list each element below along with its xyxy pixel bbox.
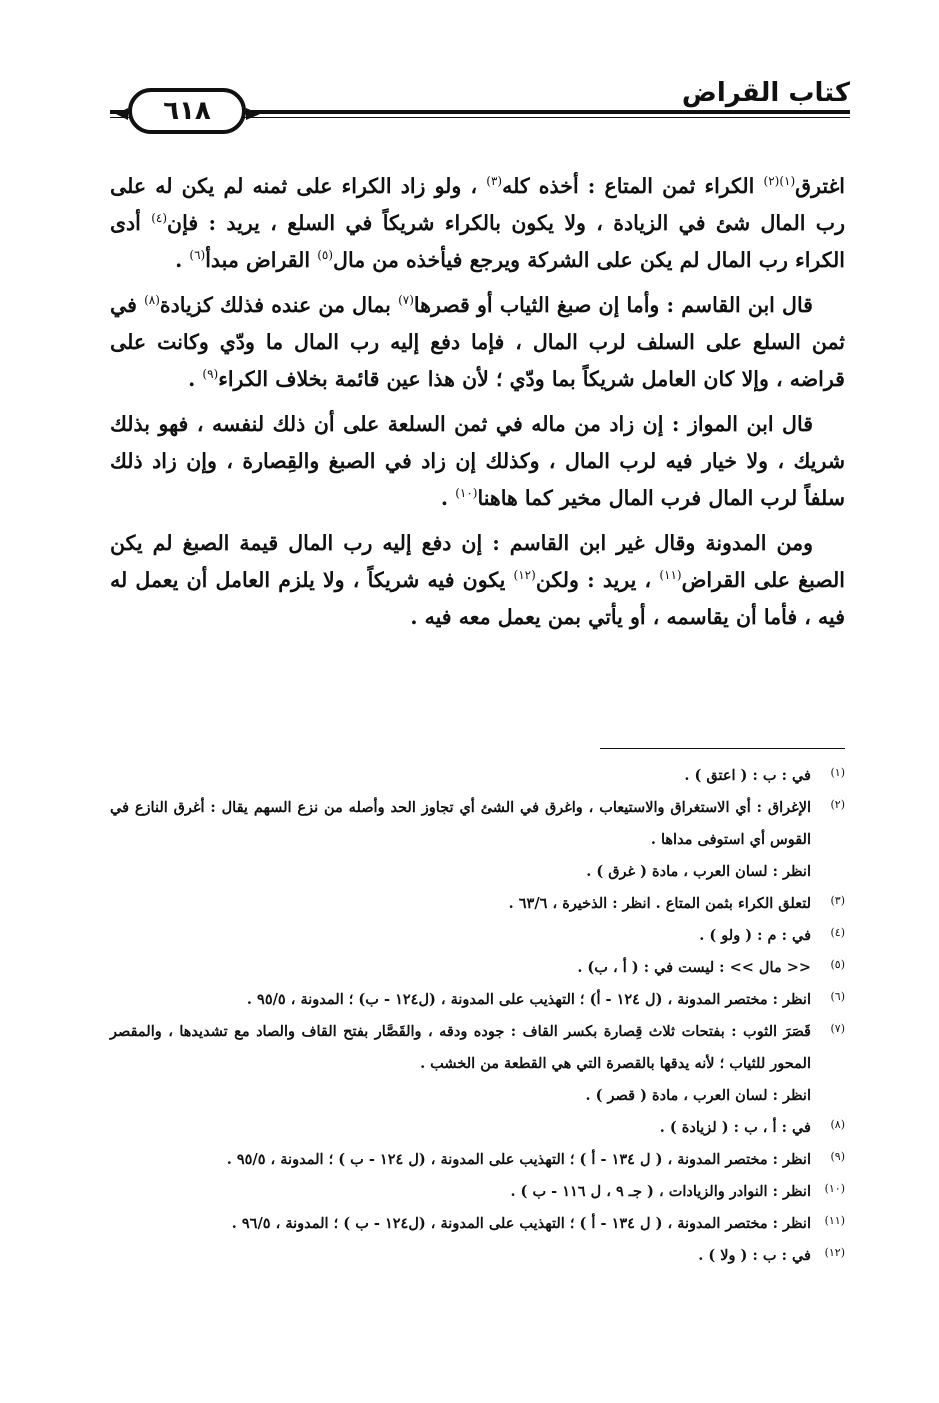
footnote-item bbox=[110, 920, 845, 952]
ornament-right-icon bbox=[246, 108, 260, 120]
footnote-item bbox=[110, 1208, 845, 1240]
footnote-number: (٤) bbox=[830, 926, 845, 939]
footnote-number: (٢) bbox=[830, 798, 845, 811]
footnote-text: في : م : ( ولو ) . bbox=[699, 927, 811, 944]
text-run: قال ابن القاسم : وأما إن صبغ الثياب أو قصرها bbox=[413, 293, 813, 317]
footnote-item bbox=[110, 1176, 845, 1208]
footnote-item bbox=[110, 984, 845, 1016]
footnote-item bbox=[110, 952, 845, 984]
text-run: ومن المدونة وقال غير ابن القاسم : إن دفع إليه رب المال قيمة الصبغ لم يكن الصبغ على القراض bbox=[110, 531, 845, 592]
text-run: في ثمن السلع على السلف لرب المال ، فإما دفع إليه رب المال ما ودّي وكانت على قراضه ، وإلا كان العامل شريكاً بما ودّي ؛ لأن هذا عين قائمة بخلاف الكراء bbox=[110, 293, 845, 391]
text-run: بمال من عنده فذلك كزيادة bbox=[159, 293, 399, 317]
ornament-left-icon bbox=[116, 108, 128, 120]
footnote-number: (٥) bbox=[830, 958, 845, 971]
paragraph-3 bbox=[110, 406, 845, 517]
text-run: . bbox=[188, 367, 203, 391]
text-run: الكراء ثمن المتاع : أخذه كله bbox=[502, 174, 764, 198]
paragraph-1 bbox=[110, 168, 845, 279]
footnote-text: انظر : مختصر المدونة ، ( ل ١٣٤ - أ ) ؛ التهذيب على المدونة ، (ل١٢٤ - ب ) ؛ المدونة ، ٩٦/٥ . bbox=[231, 1215, 811, 1232]
footnote-text: انظر : النوادر والزيادات ، ( جـ ٩ ، ل ١١٦ - ب ) . bbox=[510, 1183, 811, 1200]
footnote-ref: (٤) bbox=[151, 211, 168, 226]
footnote-ref: (٨) bbox=[144, 293, 160, 308]
footnote-text: << مال >> : ليست في : ( أ ، ب) . bbox=[577, 959, 811, 976]
footnote-ref: (٥) bbox=[317, 248, 334, 263]
footnote-item bbox=[110, 1144, 845, 1176]
footnote-ref: (٢) bbox=[763, 174, 780, 189]
footnote-number: (٣) bbox=[830, 894, 845, 907]
footnote-text: الإغراق : أي الاستغراق والاستيعاب ، واغرق في الشئ أي تجاوز الحد وأصله من نزع السهم يقال : أغرق النازع في القوس أي استوفى مداها . bbox=[110, 799, 811, 848]
footnote-item bbox=[110, 792, 845, 888]
footnote-text: انظر : لسان العرب ، مادة ( قصر ) . bbox=[585, 1087, 811, 1104]
footnote-text: لتعلق الكراء بثمن المتاع . انظر : الذخيرة ، ٦٣/٦ . bbox=[508, 895, 811, 912]
text-run: يكون فيه شريكاً ، ولا يلزم العامل أن يعمل له فيه ، فأما أن يقاسمه ، أو يأتي بمن يعمل معه فيه . bbox=[110, 568, 845, 629]
footnote-item bbox=[110, 1240, 845, 1272]
footnote-text: انظر : لسان العرب ، مادة ( غرق ) . bbox=[586, 863, 811, 880]
footnote-separator bbox=[600, 748, 845, 749]
footnote-number: (٧) bbox=[830, 1022, 845, 1035]
footnote-item bbox=[110, 888, 845, 920]
footnote-number: (٩) bbox=[830, 1150, 845, 1163]
footnote-item bbox=[110, 760, 845, 792]
footnotes bbox=[110, 760, 845, 1272]
footnote-ref: (٦) bbox=[189, 248, 206, 263]
paragraph-4 bbox=[110, 525, 845, 636]
footnote-ref: (٧) bbox=[398, 293, 414, 308]
footnote-number: (١٠) bbox=[824, 1182, 845, 1195]
footnote-number: (٦) bbox=[830, 990, 845, 1003]
book-title: كتاب القراض bbox=[672, 78, 850, 108]
page-number-frame bbox=[128, 88, 246, 134]
footnote-item bbox=[110, 1016, 845, 1112]
footnote-number: (١) bbox=[830, 766, 845, 779]
text-run: قال ابن المواز : إن زاد من ماله في ثمن السلعة على أن ذلك لنفسه ، فهو بذلك شريك ، ولا خيار فيه لرب المال ، وكذلك إن زاد في الصبغ والقِصارة ، وإن زاد ذلك سلفاً لرب المال فرب المال مخير كما هاهنا bbox=[110, 412, 845, 510]
footnote-text: في : أ ، ب : ( لزيادة ) . bbox=[659, 1119, 811, 1136]
main-text bbox=[110, 168, 845, 644]
text-run: ، يريد : ولكن bbox=[535, 568, 660, 592]
footnote-number: (١٢) bbox=[824, 1246, 845, 1259]
footnote-text: انظر : مختصر المدونة ، ( ل ١٣٤ - أ ) ؛ التهذيب على المدونة ، (ل ١٢٤ - ب ) ؛ المدونة ، ٩٥/٥ . bbox=[226, 1151, 811, 1168]
footnote-number: (٨) bbox=[830, 1118, 845, 1131]
footnote-text: قَصَرَ الثوب : بفتحات ثلاث قِصارة بكسر القاف : جوده ودقه ، والقَصَّار بفتح القاف والصاد مع تشديدها ، والمقصر المحور للثياب ؛ لأنه يدقها بالقصرة التي هي القطعة من الخشب . bbox=[110, 1023, 811, 1072]
text-run: القراض مبدأ bbox=[205, 248, 318, 272]
footnote-number: (١١) bbox=[824, 1214, 845, 1227]
footnote-item bbox=[110, 1112, 845, 1144]
text-run: أدى الكراء رب المال لم يكن على الشركة ويرجع فيأخذه من مال bbox=[110, 211, 845, 272]
text-run: اغترق bbox=[795, 174, 845, 198]
footnote-ref: (١٠) bbox=[455, 486, 478, 501]
text-run: . bbox=[440, 486, 456, 510]
paragraph-2 bbox=[110, 287, 845, 398]
text-run: . bbox=[175, 248, 190, 272]
footnote-ref: (١١) bbox=[659, 568, 682, 583]
footnote-text: انظر : مختصر المدونة ، (ل ١٢٤ - أ) ؛ التهذيب على المدونة ، (ل١٢٤ - ب) ؛ المدونة ، ٩٥/٥ . bbox=[246, 991, 811, 1008]
text-run: ، ولو زاد الكراء على ثمنه لم يكن له على رب المال شئ في الزيادة ، ولا يكون بالكراء شريكاً في السلع ، يريد : فإن bbox=[110, 174, 845, 235]
footnote-ref: (٩) bbox=[202, 367, 219, 382]
footnote-ref: (١٢) bbox=[513, 568, 536, 583]
page-header bbox=[110, 78, 850, 132]
page-number: ٦١٨ bbox=[163, 96, 211, 126]
footnote-ref: (٣) bbox=[486, 174, 503, 189]
footnote-text: في : ب : ( ولا ) . bbox=[698, 1247, 811, 1264]
footnote-ref: (١) bbox=[779, 174, 796, 189]
footnote-text: في : ب : ( اعتق ) . bbox=[684, 767, 811, 784]
